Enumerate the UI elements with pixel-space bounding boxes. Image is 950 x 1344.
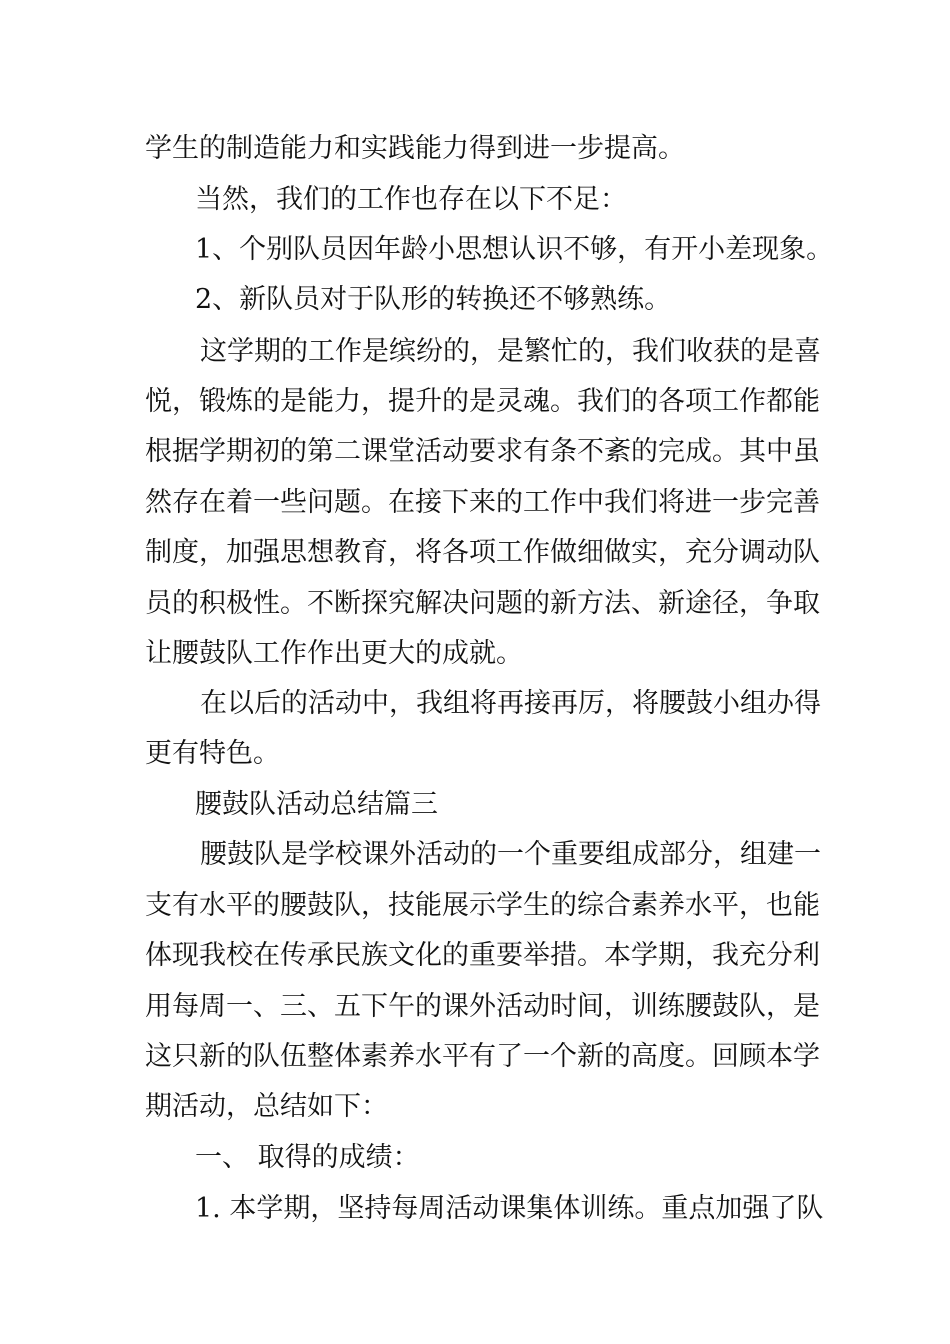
paragraph-line: 制度，加强思想教育，将各项工作做细做实，充分调动队 [145,537,820,568]
section-heading: 腰鼓队活动总结篇三 [195,789,438,820]
list-item: 1、个别队员因年龄小思想认识不够，有开小差现象。 [195,234,834,265]
paragraph-line: 腰鼓队是学校课外活动的一个重要组成部分，组建一 [200,839,821,870]
paragraph-line: 员的积极性。不断探究解决问题的新方法、新途径，争取 [145,588,820,619]
subsection-heading: 一、 取得的成绩： [195,1142,420,1173]
paragraph-line: 悦，锻炼的是能力，提升的是灵魂。我们的各项工作都能 [145,386,820,417]
paragraph-line: 体现我校在传承民族文化的重要举措。本学期，我充分利 [145,940,820,971]
paragraph-line: 让腰鼓队工作作出更大的成就。 [145,638,523,669]
list-item: 2、新队员对于队形的转换还不够熟练。 [195,284,672,315]
paragraph-line: 这只新的队伍整体素养水平有了一个新的高度。回顾本学 [145,1041,820,1072]
paragraph-line: 支有水平的腰鼓队，技能展示学生的综合素养水平，也能 [145,890,820,921]
paragraph-line: 然存在着一些问题。在接下来的工作中我们将进一步完善 [145,487,820,518]
paragraph-line: 这学期的工作是缤纷的，是繁忙的，我们收获的是喜 [200,336,821,367]
paragraph-line: 用每周一、三、五下午的课外活动时间，训练腰鼓队，是 [145,991,820,1022]
paragraph-line: 期活动，总结如下： [145,1091,388,1122]
paragraph-line: 学生的制造能力和实践能力得到进一步提高。 [145,133,685,164]
paragraph-line: 当然，我们的工作也存在以下不足： [195,184,627,215]
paragraph-line: 根据学期初的第二课堂活动要求有条不紊的完成。其中虽 [145,436,820,467]
paragraph-line: 更有特色。 [145,738,280,769]
paragraph-line: 在以后的活动中，我组将再接再厉，将腰鼓小组办得 [200,688,821,719]
list-item: 1. 本学期，坚持每周活动课集体训练。重点加强了队 [195,1193,824,1224]
